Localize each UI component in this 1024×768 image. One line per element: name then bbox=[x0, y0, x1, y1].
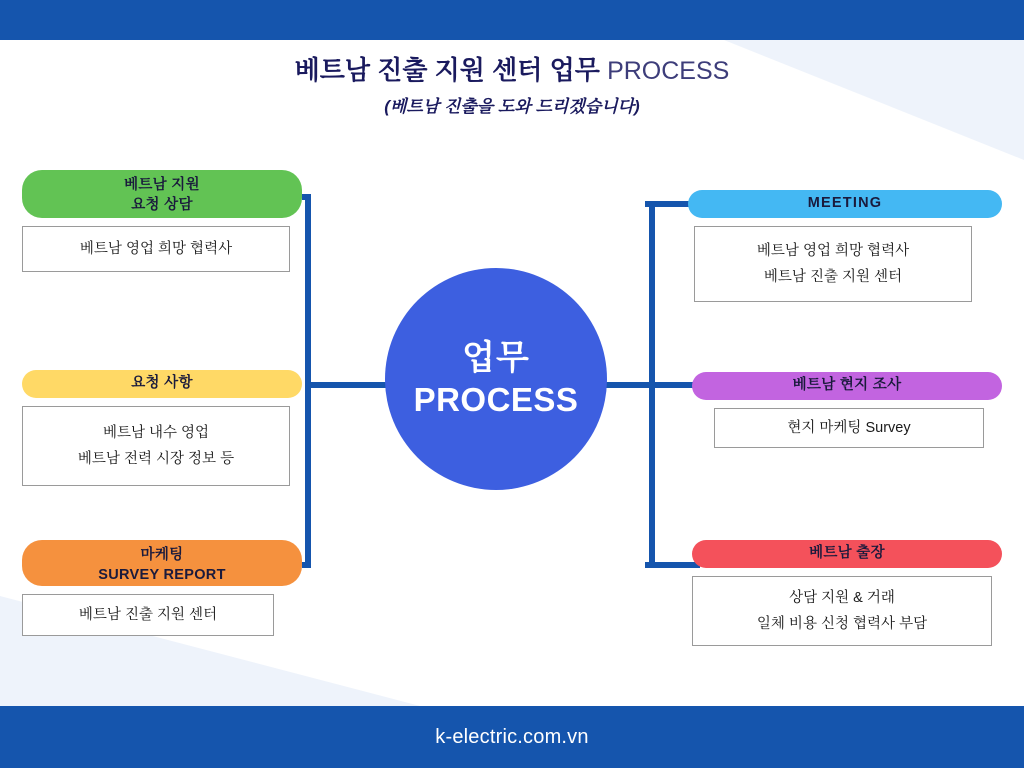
node-trip-body bbox=[692, 576, 992, 646]
center-label-line1: 업무 bbox=[462, 338, 530, 377]
node-survey-body-line1: 현지 마케팅 Survey bbox=[787, 419, 911, 436]
node-marketing[interactable] bbox=[22, 540, 302, 636]
node-request[interactable] bbox=[22, 370, 302, 486]
node-survey-title: 베트남 현지 조사 bbox=[792, 377, 902, 394]
node-meeting[interactable] bbox=[688, 190, 1002, 302]
node-trip[interactable] bbox=[692, 540, 1002, 646]
node-trip-body-line2: 일체 비용 신청 협력사 부담 bbox=[756, 616, 928, 632]
node-request-body bbox=[22, 406, 290, 486]
node-meeting-body bbox=[694, 226, 972, 302]
node-survey[interactable] bbox=[692, 372, 1002, 448]
node-trip-title: 베트남 출장 bbox=[809, 545, 885, 562]
page-title-korean: 베트남 진출 지원 센터 업무 bbox=[294, 55, 608, 85]
page-title bbox=[0, 56, 1024, 86]
page-title-process: PROCESS bbox=[607, 57, 730, 85]
node-trip-header bbox=[692, 540, 1002, 568]
node-meeting-body-line2: 베트남 진출 지원 센터 bbox=[763, 269, 903, 285]
node-marketing-body-line1: 베트남 진출 지원 센터 bbox=[78, 606, 218, 623]
node-meeting-body-line1: 베트남 영업 희망 협력사 bbox=[756, 242, 910, 259]
node-support-body-line1: 베트남 영업 희망 협력사 bbox=[79, 240, 233, 257]
node-request-body-line1: 베트남 내수 영업 bbox=[102, 424, 210, 441]
node-request-header bbox=[22, 370, 302, 398]
node-marketing-body bbox=[22, 594, 274, 636]
node-support[interactable] bbox=[22, 170, 302, 272]
node-meeting-title: MEETING bbox=[807, 195, 883, 212]
node-support-title-line2: 요청 상담 bbox=[131, 196, 193, 213]
node-survey-body bbox=[714, 408, 984, 448]
node-request-title: 요청 사항 bbox=[131, 375, 193, 392]
center-process-circle bbox=[385, 268, 607, 490]
node-request-body-line2: 베트남 전력 시장 정보 등 bbox=[77, 451, 235, 467]
node-survey-header bbox=[692, 372, 1002, 400]
node-meeting-header bbox=[688, 190, 1002, 218]
node-support-title-line1: 베트남 지원 bbox=[124, 177, 200, 193]
page-subtitle: (베트남 진출을 도와 드리겠습니다) bbox=[384, 96, 640, 116]
node-support-body bbox=[22, 226, 290, 272]
node-marketing-title-line1: 마케팅 bbox=[140, 547, 184, 563]
website-url[interactable]: k-electric.com.vn bbox=[435, 725, 589, 748]
center-label-line2: PROCESS bbox=[413, 380, 579, 418]
node-marketing-header bbox=[22, 540, 302, 586]
title-block bbox=[0, 56, 1024, 117]
node-marketing-title-line2: SURVEY REPORT bbox=[98, 566, 226, 583]
node-trip-body-line1: 상담 지원 & 거래 bbox=[789, 589, 895, 606]
node-support-header bbox=[22, 170, 302, 218]
